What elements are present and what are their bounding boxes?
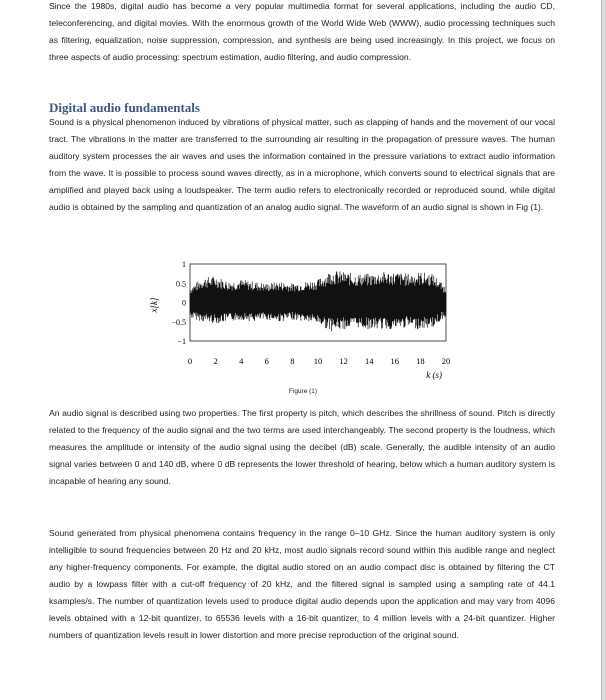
properties-paragraph: An audio signal is described using two properties. The first property is pitch, which describes the shrillness of sound. Pitch is directly related to the frequency of the audio signal and the two terms are used interchangeably. The second property is the loudness, which measures the amplitude or intensity of the audio signal using the decibel (dB) scale. Generally, the audible intensity of an audio signal varies between 0 and 140 dB, where 0 dB represents the lower threshold of hearing, below which a human auditory system is incapable of hearing any sound.	[49, 408, 555, 486]
x-tick-label: 14	[364, 356, 374, 366]
y-tick-label: 0	[182, 298, 186, 308]
x-tick-label: 20	[441, 356, 451, 366]
x-tick-label: 12	[339, 356, 348, 366]
section-heading: Digital audio fundamentals	[49, 100, 200, 115]
y-axis	[171, 260, 186, 346]
waveform-line	[190, 271, 446, 331]
y-axis-label: x[k]	[149, 297, 159, 313]
x-axis	[188, 356, 450, 366]
x-tick-label: 18	[416, 356, 425, 366]
frequency-paragraph: Sound generated from physical phenomena contains frequency in the range 0–10 GHz. Since the human auditory system is only intelligible to sound frequencies between 20 Hz and 20 kHz, most audio signals record sound within this audible range and neglect any higher-frequency components. For example, the digital audio stored on an audio compact disc is obtained by filtering the CT audio by a lowpass filter with a cut-off frequency of 20 kHz, and the filtered signal is sampled using a sampling rate of 44.1 ksamples/s. The number of quantization levels used to produce digital audio depends upon the application and may vary from 4096 levels obtained with a 12-bit quantizer, to 65536 levels with a 16-bit quantizer, to 4 million levels with a 24-bit quantizer. Higher numbers of quantization levels result in lower distortion and more precise reproduction of the original sound.	[49, 528, 555, 640]
y-tick-label: −1	[177, 337, 186, 346]
waveform-series	[190, 271, 446, 331]
x-tick-label: 2	[213, 356, 218, 366]
intro-paragraph: Since the 1980s, digital audio has become a very popular multimedia format for several applications, including the audio CD, teleconferencing, and digital movies. With the enormous growth of the World Wide Web (WWW), audio processing techniques such as filtering, equalization, noise suppression, compression, and synthesis are being used increasingly. In this project, we focus on three aspects of audio processing: spectrum estimation, audio filtering, and audio compression.	[49, 1, 555, 62]
fundamentals-paragraph: Sound is a physical phenomenon induced by vibrations of physical matter, such as clapping of hands and the movement of our vocal tract. The vibrations in the matter are transferred to the surrounding air resulting in the propagation of pressure waves. The human auditory system processes the air waves and uses the information contained in the pressure variations to extract audio information from the wave. It is possible to process sound waves directly, as in a microphone, which converts sound to electrical signals that are amplified and played back using a loudspeaker. The term audio refers to electronically recorded or reproduced sound, while digital audio is obtained by the sampling and quantization of an analog audio signal. The waveform of an audio signal is shown in Fig (1).	[49, 117, 555, 212]
x-tick-label: 10	[313, 356, 323, 366]
x-tick-label: 6	[264, 356, 269, 366]
figure-caption: Figure (1)	[288, 388, 318, 395]
y-tick-label: 0.5	[176, 279, 186, 289]
x-tick-label: 4	[239, 356, 244, 366]
x-tick-label: 8	[290, 356, 295, 366]
waveform-chart	[0, 255, 606, 385]
y-tick-label: −0.5	[171, 317, 186, 327]
x-axis-label: k (s)	[426, 370, 442, 380]
x-tick-label: 16	[390, 356, 400, 366]
y-tick-label: 1	[182, 260, 186, 269]
x-tick-label: 0	[187, 356, 193, 366]
